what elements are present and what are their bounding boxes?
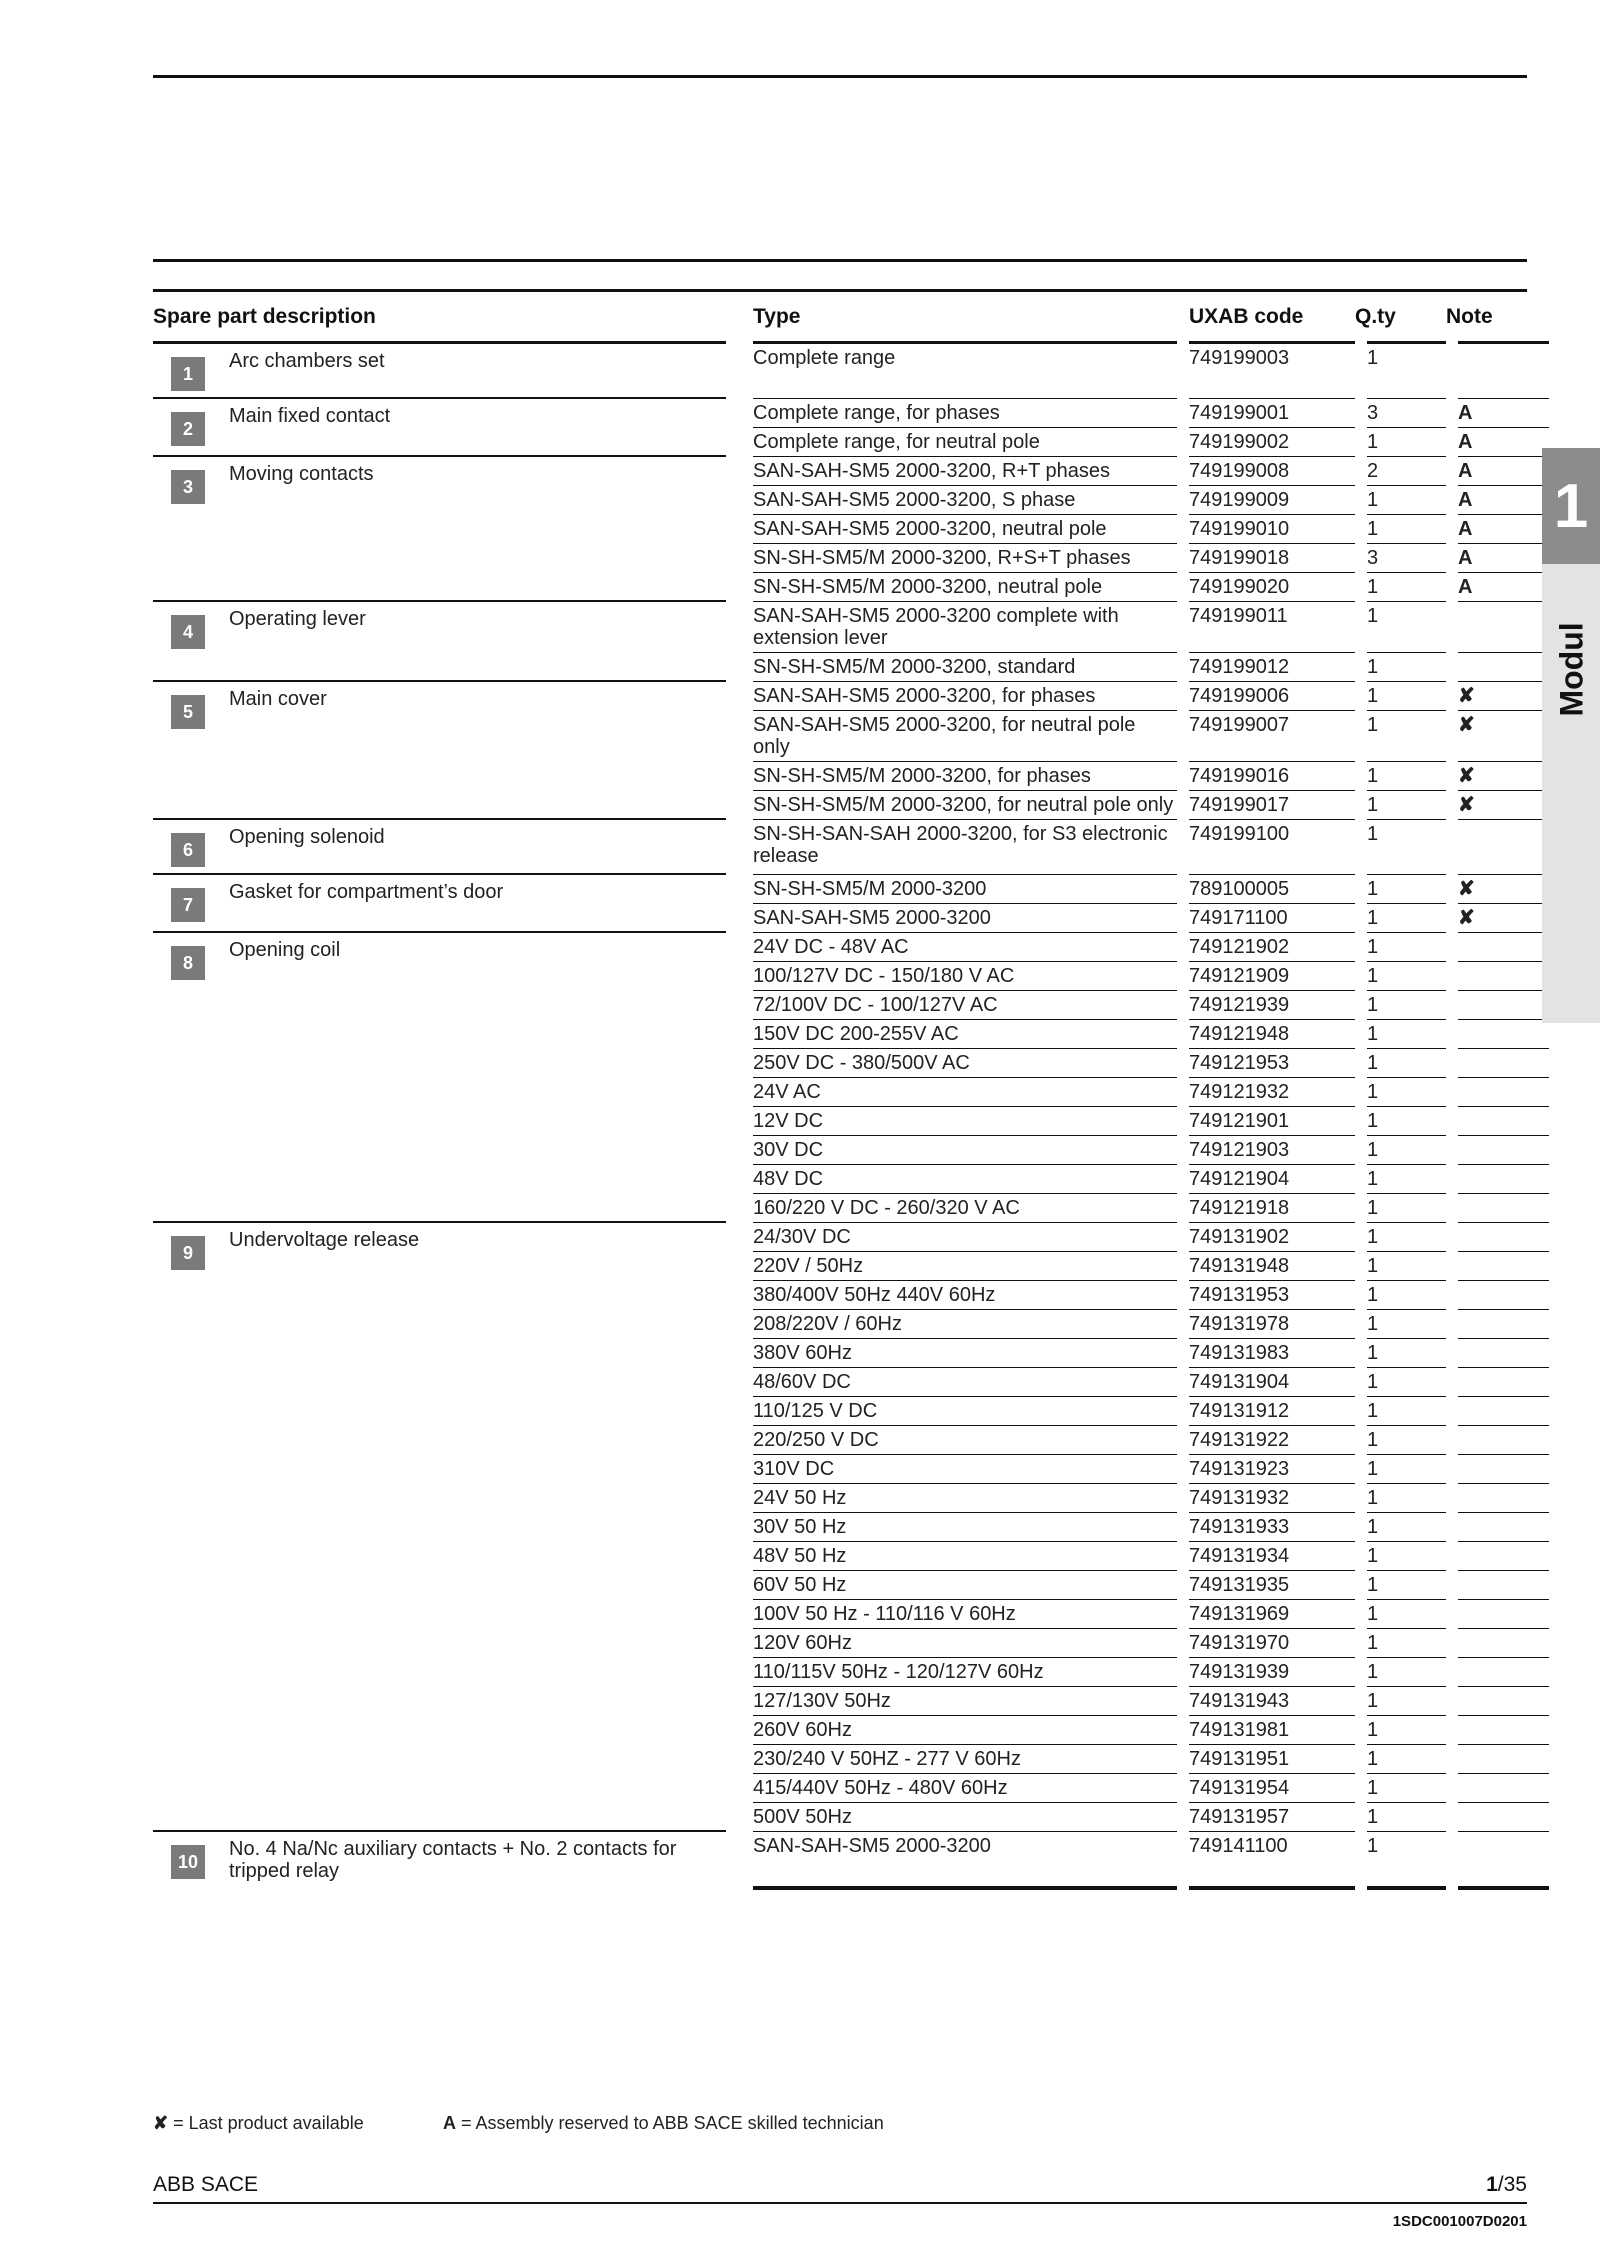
part-number-badge: 7: [171, 888, 205, 922]
qty-cell: 1: [1367, 652, 1446, 681]
note-cell: [1458, 1048, 1549, 1077]
qty-cell: 1: [1367, 990, 1446, 1019]
code-cell: 749121901: [1189, 1106, 1355, 1135]
code-cell: 749121953: [1189, 1048, 1355, 1077]
code-cell: 749131983: [1189, 1338, 1355, 1367]
code-cell: 749131954: [1189, 1773, 1355, 1802]
code-cell: 749199100: [1189, 819, 1355, 874]
table-row: [153, 681, 1549, 710]
qty-cell: 1: [1367, 1744, 1446, 1773]
document-code: 1SDC001007D0201: [1392, 2213, 1527, 2230]
legend-last-product-text: = Last product available: [168, 2113, 364, 2133]
code-cell: 749131978: [1189, 1309, 1355, 1338]
part-description: Opening solenoid: [229, 826, 385, 848]
part-description: Operating lever: [229, 608, 366, 630]
type-cell: 110/115V 50Hz - 120/127V 60Hz: [753, 1657, 1177, 1686]
code-cell: 749199002: [1189, 427, 1355, 456]
note-cell: [1458, 1193, 1549, 1222]
footer-company: ABB SACE: [153, 2173, 259, 2196]
table-row: [153, 932, 1549, 961]
type-cell: SAN-SAH-SM5 2000-3200, R+T phases: [753, 456, 1177, 485]
note-cell: [1458, 1512, 1549, 1541]
type-cell: SN-SH-SM5/M 2000-3200, neutral pole: [753, 572, 1177, 601]
qty-cell: 1: [1367, 1309, 1446, 1338]
code-cell: 749199017: [1189, 790, 1355, 819]
qty-cell: 1: [1367, 1628, 1446, 1657]
code-cell: 749131969: [1189, 1599, 1355, 1628]
page-number: [1486, 2173, 1527, 2197]
part-description-cell: [153, 398, 726, 456]
note-cell: [1458, 1628, 1549, 1657]
note-cell: [1458, 652, 1549, 681]
code-cell: 749131951: [1189, 1744, 1355, 1773]
type-cell: SAN-SAH-SM5 2000-3200, neutral pole: [753, 514, 1177, 543]
part-description-cell: [153, 874, 726, 932]
table-row: [153, 874, 1549, 903]
note-cell: [1458, 1106, 1549, 1135]
qty-cell: 1: [1367, 1280, 1446, 1309]
code-cell: 749131934: [1189, 1541, 1355, 1570]
code-cell: 749199018: [1189, 543, 1355, 572]
qty-cell: 1: [1367, 1686, 1446, 1715]
code-cell: 749131943: [1189, 1686, 1355, 1715]
note-cell: [1458, 1483, 1549, 1512]
code-cell: 749199003: [1189, 343, 1355, 399]
note-cell: [1458, 1019, 1549, 1048]
code-cell: 749131970: [1189, 1628, 1355, 1657]
spare-parts-table: [153, 341, 1549, 1890]
type-cell: Complete range: [753, 343, 1177, 399]
code-cell: 749131923: [1189, 1454, 1355, 1483]
type-cell: SN-SH-SM5/M 2000-3200, for phases: [753, 761, 1177, 790]
note-cell: [1458, 601, 1549, 652]
type-cell: 24V DC - 48V AC: [753, 932, 1177, 961]
code-cell: 749199007: [1189, 710, 1355, 761]
note-cell: [1458, 819, 1549, 874]
type-cell: 110/125 V DC: [753, 1396, 1177, 1425]
qty-cell: 1: [1367, 1570, 1446, 1599]
qty-cell: 1: [1367, 1512, 1446, 1541]
part-number-badge: 8: [171, 946, 205, 980]
qty-cell: 1: [1367, 485, 1446, 514]
part-description-cell: [153, 1222, 726, 1831]
type-cell: 260V 60Hz: [753, 1715, 1177, 1744]
note-cell: [1458, 1164, 1549, 1193]
qty-cell: 1: [1367, 1077, 1446, 1106]
qty-cell: 1: [1367, 1222, 1446, 1251]
table-row: [153, 1831, 1549, 1888]
qty-cell: 1: [1367, 1338, 1446, 1367]
note-cell: [1458, 1280, 1549, 1309]
qty-cell: 1: [1367, 1019, 1446, 1048]
part-number-badge: 9: [171, 1236, 205, 1270]
qty-cell: 3: [1367, 398, 1446, 427]
qty-cell: 1: [1367, 427, 1446, 456]
part-description: No. 4 Na/Nc auxiliary contacts + No. 2 contacts for tripped relay: [229, 1838, 677, 1882]
type-cell: 12V DC: [753, 1106, 1177, 1135]
qty-cell: 1: [1367, 1048, 1446, 1077]
code-cell: 749199016: [1189, 761, 1355, 790]
type-cell: 48V 50 Hz: [753, 1541, 1177, 1570]
note-cell: [1458, 1251, 1549, 1280]
note-cell: [1458, 343, 1549, 399]
code-cell: 749121904: [1189, 1164, 1355, 1193]
type-cell: 415/440V 50Hz - 480V 60Hz: [753, 1773, 1177, 1802]
qty-cell: 1: [1367, 1164, 1446, 1193]
type-cell: 220/250 V DC: [753, 1425, 1177, 1454]
type-cell: 72/100V DC - 100/127V AC: [753, 990, 1177, 1019]
note-cell: [1458, 1396, 1549, 1425]
header-qty: Q.ty: [1355, 305, 1396, 328]
qty-cell: 1: [1367, 681, 1446, 710]
part-description-cell: [153, 932, 726, 1222]
type-cell: 150V DC 200-255V AC: [753, 1019, 1177, 1048]
qty-cell: 1: [1367, 710, 1446, 761]
part-description-cell: [153, 1831, 726, 1888]
note-cell: [1458, 1802, 1549, 1831]
note-cell: A: [1458, 398, 1549, 427]
note-cell: [1458, 932, 1549, 961]
qty-cell: 1: [1367, 1251, 1446, 1280]
table-row: [153, 456, 1549, 485]
code-cell: 749121903: [1189, 1135, 1355, 1164]
top-rule: [153, 75, 1527, 78]
qty-cell: 1: [1367, 1193, 1446, 1222]
qty-cell: 1: [1367, 1773, 1446, 1802]
type-cell: 230/240 V 50HZ - 277 V 60Hz: [753, 1744, 1177, 1773]
part-number-badge: 2: [171, 412, 205, 446]
table-top-rule: [153, 259, 1527, 262]
code-cell: 749121918: [1189, 1193, 1355, 1222]
qty-cell: 1: [1367, 790, 1446, 819]
part-description: Gasket for compartment’s door: [229, 881, 504, 903]
footer-rule: [153, 2202, 1527, 2204]
type-cell: SN-SH-SAN-SAH 2000-3200, for S3 electronic release: [753, 819, 1177, 874]
code-cell: 749131904: [1189, 1367, 1355, 1396]
note-cell: ✘: [1458, 790, 1549, 819]
part-description: Opening coil: [229, 939, 341, 961]
code-cell: 749121948: [1189, 1019, 1355, 1048]
note-cell: [1458, 1715, 1549, 1744]
part-description: Arc chambers set: [229, 350, 385, 372]
note-cell: ✘: [1458, 761, 1549, 790]
type-cell: SN-SH-SM5/M 2000-3200, for neutral pole only: [753, 790, 1177, 819]
type-cell: SAN-SAH-SM5 2000-3200, for phases: [753, 681, 1177, 710]
header-description: Spare part description: [153, 305, 376, 328]
qty-cell: 1: [1367, 1541, 1446, 1570]
code-cell: 749131912: [1189, 1396, 1355, 1425]
type-cell: SAN-SAH-SM5 2000-3200: [753, 903, 1177, 932]
note-cell: ✘: [1458, 874, 1549, 903]
header-note: Note: [1446, 305, 1493, 328]
code-cell: 749121939: [1189, 990, 1355, 1019]
qty-cell: 1: [1367, 903, 1446, 932]
note-cell: [1458, 1309, 1549, 1338]
qty-cell: 1: [1367, 1454, 1446, 1483]
part-description: Main cover: [229, 688, 327, 710]
note-cell: [1458, 1454, 1549, 1483]
part-number-badge: 10: [171, 1845, 205, 1879]
type-cell: 500V 50Hz: [753, 1802, 1177, 1831]
header-type: Type: [753, 305, 801, 328]
qty-cell: 1: [1367, 1802, 1446, 1831]
note-cell: [1458, 1222, 1549, 1251]
code-cell: 749199008: [1189, 456, 1355, 485]
code-cell: 749121902: [1189, 932, 1355, 961]
qty-cell: 1: [1367, 343, 1446, 399]
spare-parts-body: [153, 343, 1549, 1889]
type-cell: 24/30V DC: [753, 1222, 1177, 1251]
note-cell: [1458, 1135, 1549, 1164]
note-cell: [1458, 1773, 1549, 1802]
legend-assembly-symbol: A: [443, 2113, 456, 2133]
type-cell: Complete range, for neutral pole: [753, 427, 1177, 456]
type-cell: 160/220 V DC - 260/320 V AC: [753, 1193, 1177, 1222]
x-mark-icon: ✘: [153, 2113, 169, 2133]
note-cell: [1458, 1744, 1549, 1773]
qty-cell: 1: [1367, 874, 1446, 903]
code-cell: 749131932: [1189, 1483, 1355, 1512]
note-cell: [1458, 1831, 1549, 1888]
qty-cell: 1: [1367, 1106, 1446, 1135]
type-cell: 30V DC: [753, 1135, 1177, 1164]
type-cell: Complete range, for phases: [753, 398, 1177, 427]
code-cell: 749131981: [1189, 1715, 1355, 1744]
note-cell: A: [1458, 514, 1549, 543]
code-cell: 749199010: [1189, 514, 1355, 543]
type-cell: SN-SH-SM5/M 2000-3200, R+S+T phases: [753, 543, 1177, 572]
header-code: UXAB code: [1189, 305, 1304, 328]
code-cell: 749121909: [1189, 961, 1355, 990]
type-cell: 127/130V 50Hz: [753, 1686, 1177, 1715]
note-cell: A: [1458, 543, 1549, 572]
note-cell: [1458, 961, 1549, 990]
qty-cell: 3: [1367, 543, 1446, 572]
qty-cell: 2: [1367, 456, 1446, 485]
type-cell: 220V / 50Hz: [753, 1251, 1177, 1280]
code-cell: 749131939: [1189, 1657, 1355, 1686]
type-cell: 48/60V DC: [753, 1367, 1177, 1396]
part-number-badge: 6: [171, 833, 205, 867]
part-description: Moving contacts: [229, 463, 374, 485]
note-cell: [1458, 1657, 1549, 1686]
table-row: [153, 1222, 1549, 1251]
type-cell: 30V 50 Hz: [753, 1512, 1177, 1541]
note-cell: [1458, 1686, 1549, 1715]
table-row: [153, 601, 1549, 652]
legend-assembly: [443, 2113, 884, 2134]
code-cell: 749199011: [1189, 601, 1355, 652]
code-cell: 749199009: [1189, 485, 1355, 514]
type-cell: 100/127V DC - 150/180 V AC: [753, 961, 1177, 990]
code-cell: 749131957: [1189, 1802, 1355, 1831]
code-cell: 789100005: [1189, 874, 1355, 903]
qty-cell: 1: [1367, 1367, 1446, 1396]
note-cell: A: [1458, 485, 1549, 514]
type-cell: SAN-SAH-SM5 2000-3200, S phase: [753, 485, 1177, 514]
part-description: Main fixed contact: [229, 405, 391, 427]
part-number-badge: 3: [171, 470, 205, 504]
section-number: 1: [1542, 448, 1600, 564]
qty-cell: 1: [1367, 1135, 1446, 1164]
type-cell: 60V 50 Hz: [753, 1570, 1177, 1599]
qty-cell: 1: [1367, 1599, 1446, 1628]
part-number-badge: 5: [171, 695, 205, 729]
part-description-cell: [153, 681, 726, 819]
legend-last-product: [153, 2113, 364, 2134]
qty-cell: 1: [1367, 601, 1446, 652]
code-cell: 749121932: [1189, 1077, 1355, 1106]
page-number-section: 1: [1486, 2173, 1498, 2196]
type-cell: SN-SH-SM5/M 2000-3200, standard: [753, 652, 1177, 681]
code-cell: 749199001: [1189, 398, 1355, 427]
note-cell: A: [1458, 572, 1549, 601]
type-cell: 250V DC - 380/500V AC: [753, 1048, 1177, 1077]
qty-cell: 1: [1367, 1831, 1446, 1888]
type-cell: 48V DC: [753, 1164, 1177, 1193]
part-description-cell: [153, 601, 726, 681]
qty-cell: 1: [1367, 514, 1446, 543]
type-cell: SN-SH-SM5/M 2000-3200: [753, 874, 1177, 903]
table-top-rule-2: [153, 289, 1527, 292]
note-cell: A: [1458, 427, 1549, 456]
type-cell: 380/400V 50Hz 440V 60Hz: [753, 1280, 1177, 1309]
qty-cell: 1: [1367, 819, 1446, 874]
note-cell: ✘: [1458, 903, 1549, 932]
note-cell: ✘: [1458, 710, 1549, 761]
type-cell: 24V AC: [753, 1077, 1177, 1106]
note-cell: [1458, 990, 1549, 1019]
code-cell: 749199020: [1189, 572, 1355, 601]
qty-cell: 1: [1367, 761, 1446, 790]
note-cell: [1458, 1425, 1549, 1454]
qty-cell: 1: [1367, 1396, 1446, 1425]
section-tab: [1542, 448, 1600, 1023]
note-cell: [1458, 1077, 1549, 1106]
qty-cell: 1: [1367, 1657, 1446, 1686]
note-cell: A: [1458, 456, 1549, 485]
legend-assembly-text: = Assembly reserved to ABB SACE skilled technician: [456, 2113, 884, 2133]
type-cell: 208/220V / 60Hz: [753, 1309, 1177, 1338]
part-description-cell: [153, 819, 726, 874]
code-cell: 749131902: [1189, 1222, 1355, 1251]
qty-cell: 1: [1367, 1483, 1446, 1512]
code-cell: 749131935: [1189, 1570, 1355, 1599]
type-cell: 380V 60Hz: [753, 1338, 1177, 1367]
code-cell: 749199006: [1189, 681, 1355, 710]
type-cell: 120V 60Hz: [753, 1628, 1177, 1657]
table-row: [153, 819, 1549, 874]
part-description-cell: [153, 343, 726, 399]
part-description-cell: [153, 456, 726, 601]
qty-cell: 1: [1367, 1715, 1446, 1744]
note-cell: [1458, 1338, 1549, 1367]
note-cell: [1458, 1570, 1549, 1599]
part-number-badge: 1: [171, 357, 205, 391]
table-row: [153, 398, 1549, 427]
type-cell: SAN-SAH-SM5 2000-3200, for neutral pole only: [753, 710, 1177, 761]
type-cell: SAN-SAH-SM5 2000-3200 complete with extension lever: [753, 601, 1177, 652]
code-cell: 749199012: [1189, 652, 1355, 681]
page-number-page: /35: [1497, 2173, 1527, 2196]
code-cell: 749131922: [1189, 1425, 1355, 1454]
code-cell: 749131933: [1189, 1512, 1355, 1541]
section-label: Modul: [1553, 622, 1590, 717]
type-cell: 100V 50 Hz - 110/116 V 60Hz: [753, 1599, 1177, 1628]
code-cell: 749171100: [1189, 903, 1355, 932]
note-cell: [1458, 1367, 1549, 1396]
qty-cell: 1: [1367, 932, 1446, 961]
part-number-badge: 4: [171, 615, 205, 649]
table-row: [153, 343, 1549, 399]
code-cell: 749131953: [1189, 1280, 1355, 1309]
type-cell: 310V DC: [753, 1454, 1177, 1483]
qty-cell: 1: [1367, 572, 1446, 601]
note-cell: [1458, 1599, 1549, 1628]
note-cell: ✘: [1458, 681, 1549, 710]
type-cell: 24V 50 Hz: [753, 1483, 1177, 1512]
part-description: Undervoltage release: [229, 1229, 420, 1251]
code-cell: 749141100: [1189, 1831, 1355, 1888]
note-cell: [1458, 1541, 1549, 1570]
type-cell: SAN-SAH-SM5 2000-3200: [753, 1831, 1177, 1888]
code-cell: 749131948: [1189, 1251, 1355, 1280]
qty-cell: 1: [1367, 961, 1446, 990]
qty-cell: 1: [1367, 1425, 1446, 1454]
